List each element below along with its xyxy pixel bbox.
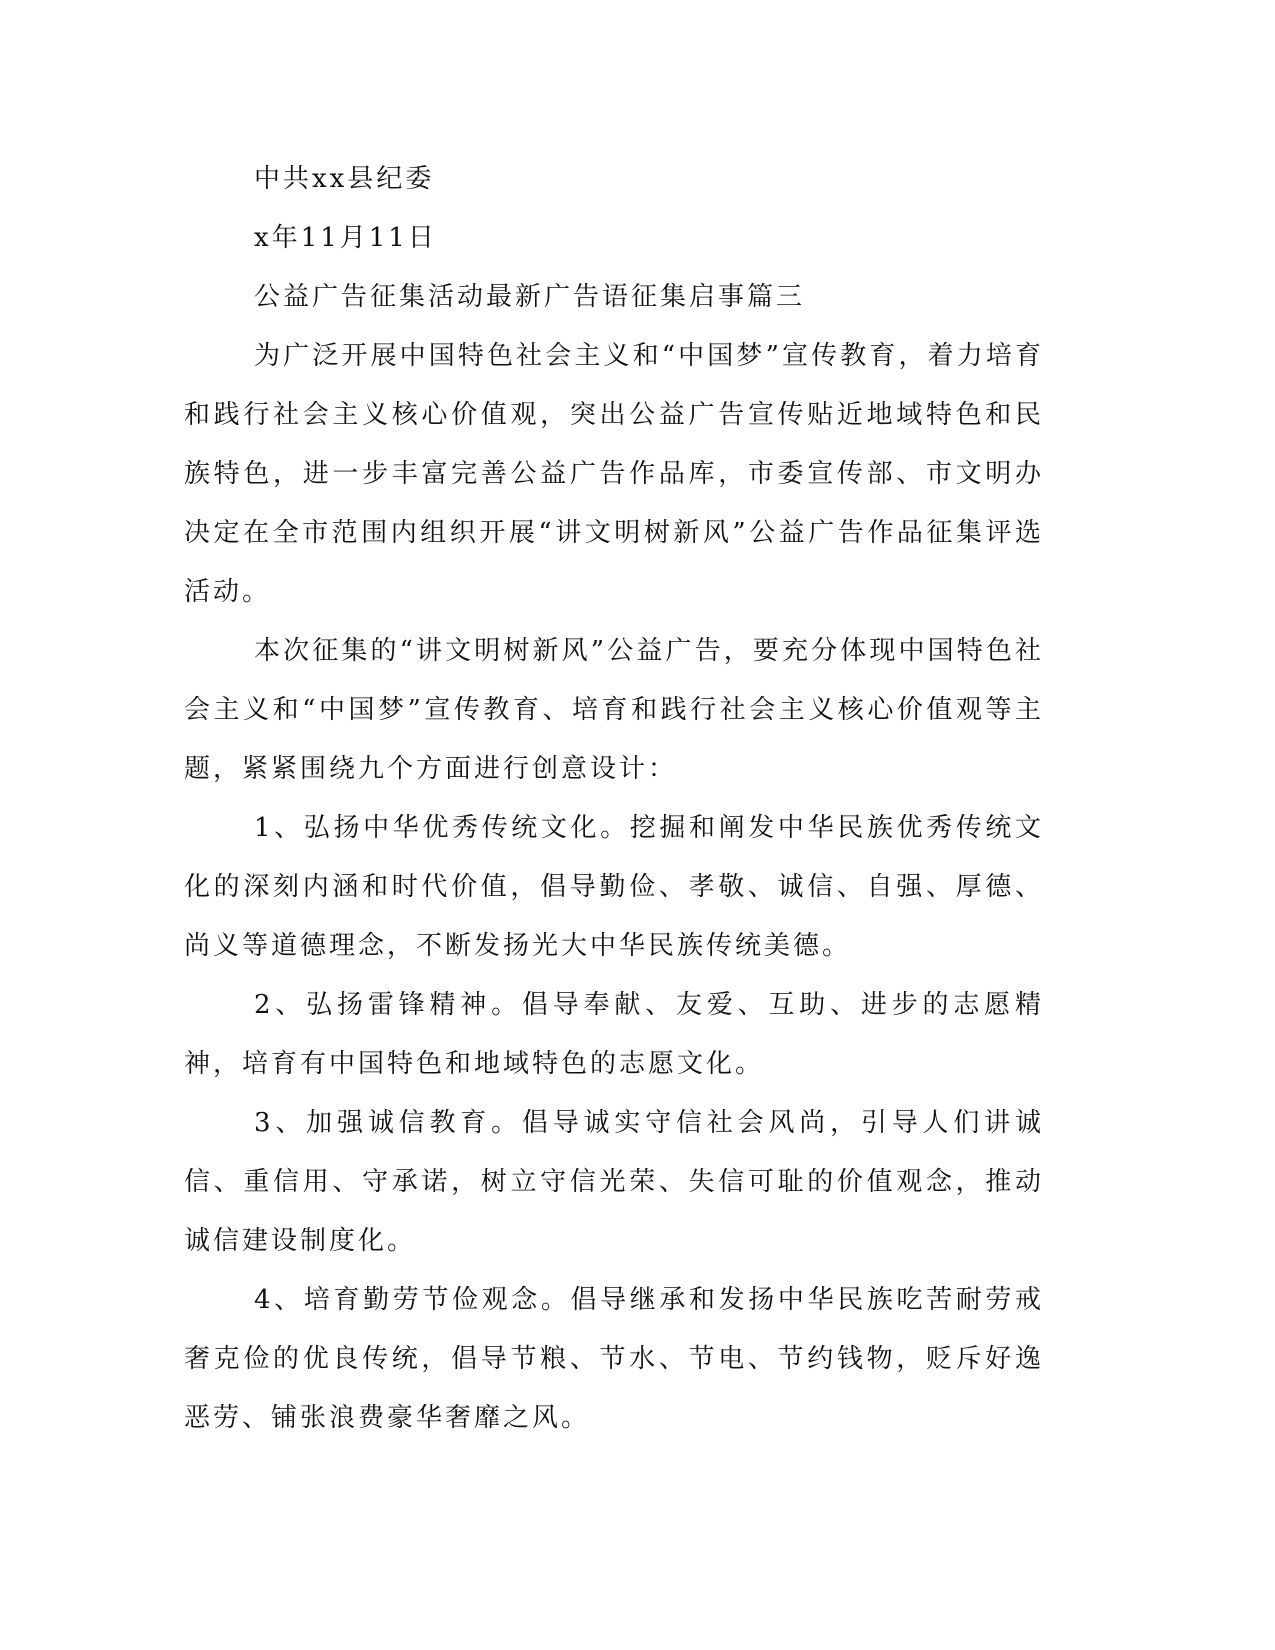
- document-body: [184, 150, 1044, 1448]
- signature-organization: 中共xx县纪委: [254, 164, 435, 194]
- paragraph-intro: 为广泛开展中国特色社会主义和“中国梦”宣传教育，着力培育和践行社会主义核心价值观，突出公益广告宣传贴近地域特色和民族特色，进一步丰富完善公益广告作品库，市委宣传部、市文明办决定在全市范围内组织开展“讲文明树新风”公益广告作品征集评选活动。: [184, 341, 1044, 607]
- paragraph-item-1: 1、弘扬中华优秀传统文化。挖掘和阐发中华民族优秀传统文化的深刻内涵和时代价值，倡导勤俭、孝敬、诚信、自强、厚德、尚义等道德理念，不断发扬光大中华民族传统美德。: [184, 813, 1044, 961]
- paragraph-item-2: 2、弘扬雷锋精神。倡导奉献、友爱、互助、进步的志愿精神，培育有中国特色和地域特色的志愿文化。: [184, 990, 1044, 1079]
- section-title: 公益广告征集活动最新广告语征集启事篇三: [254, 282, 806, 312]
- paragraph-item-3: 3、加强诚信教育。倡导诚实守信社会风尚，引导人们讲诚信、重信用、守承诺，树立守信光荣、失信可耻的价值观念，推动诚信建设制度化。: [184, 1108, 1044, 1256]
- paragraph-themes: 本次征集的“讲文明树新风”公益广告，要充分体现中国特色社会主义和“中国梦”宣传教育、培育和践行社会主义核心价值观等主题，紧紧围绕九个方面进行创意设计：: [184, 636, 1044, 784]
- signature-date: x年11月11日: [254, 223, 437, 253]
- paragraph-item-4: 4、培育勤劳节俭观念。倡导继承和发扬中华民族吃苦耐劳戒奢克俭的优良传统，倡导节粮、节水、节电、节约钱物，贬斥好逸恶劳、铺张浪费豪华奢靡之风。: [184, 1285, 1044, 1433]
